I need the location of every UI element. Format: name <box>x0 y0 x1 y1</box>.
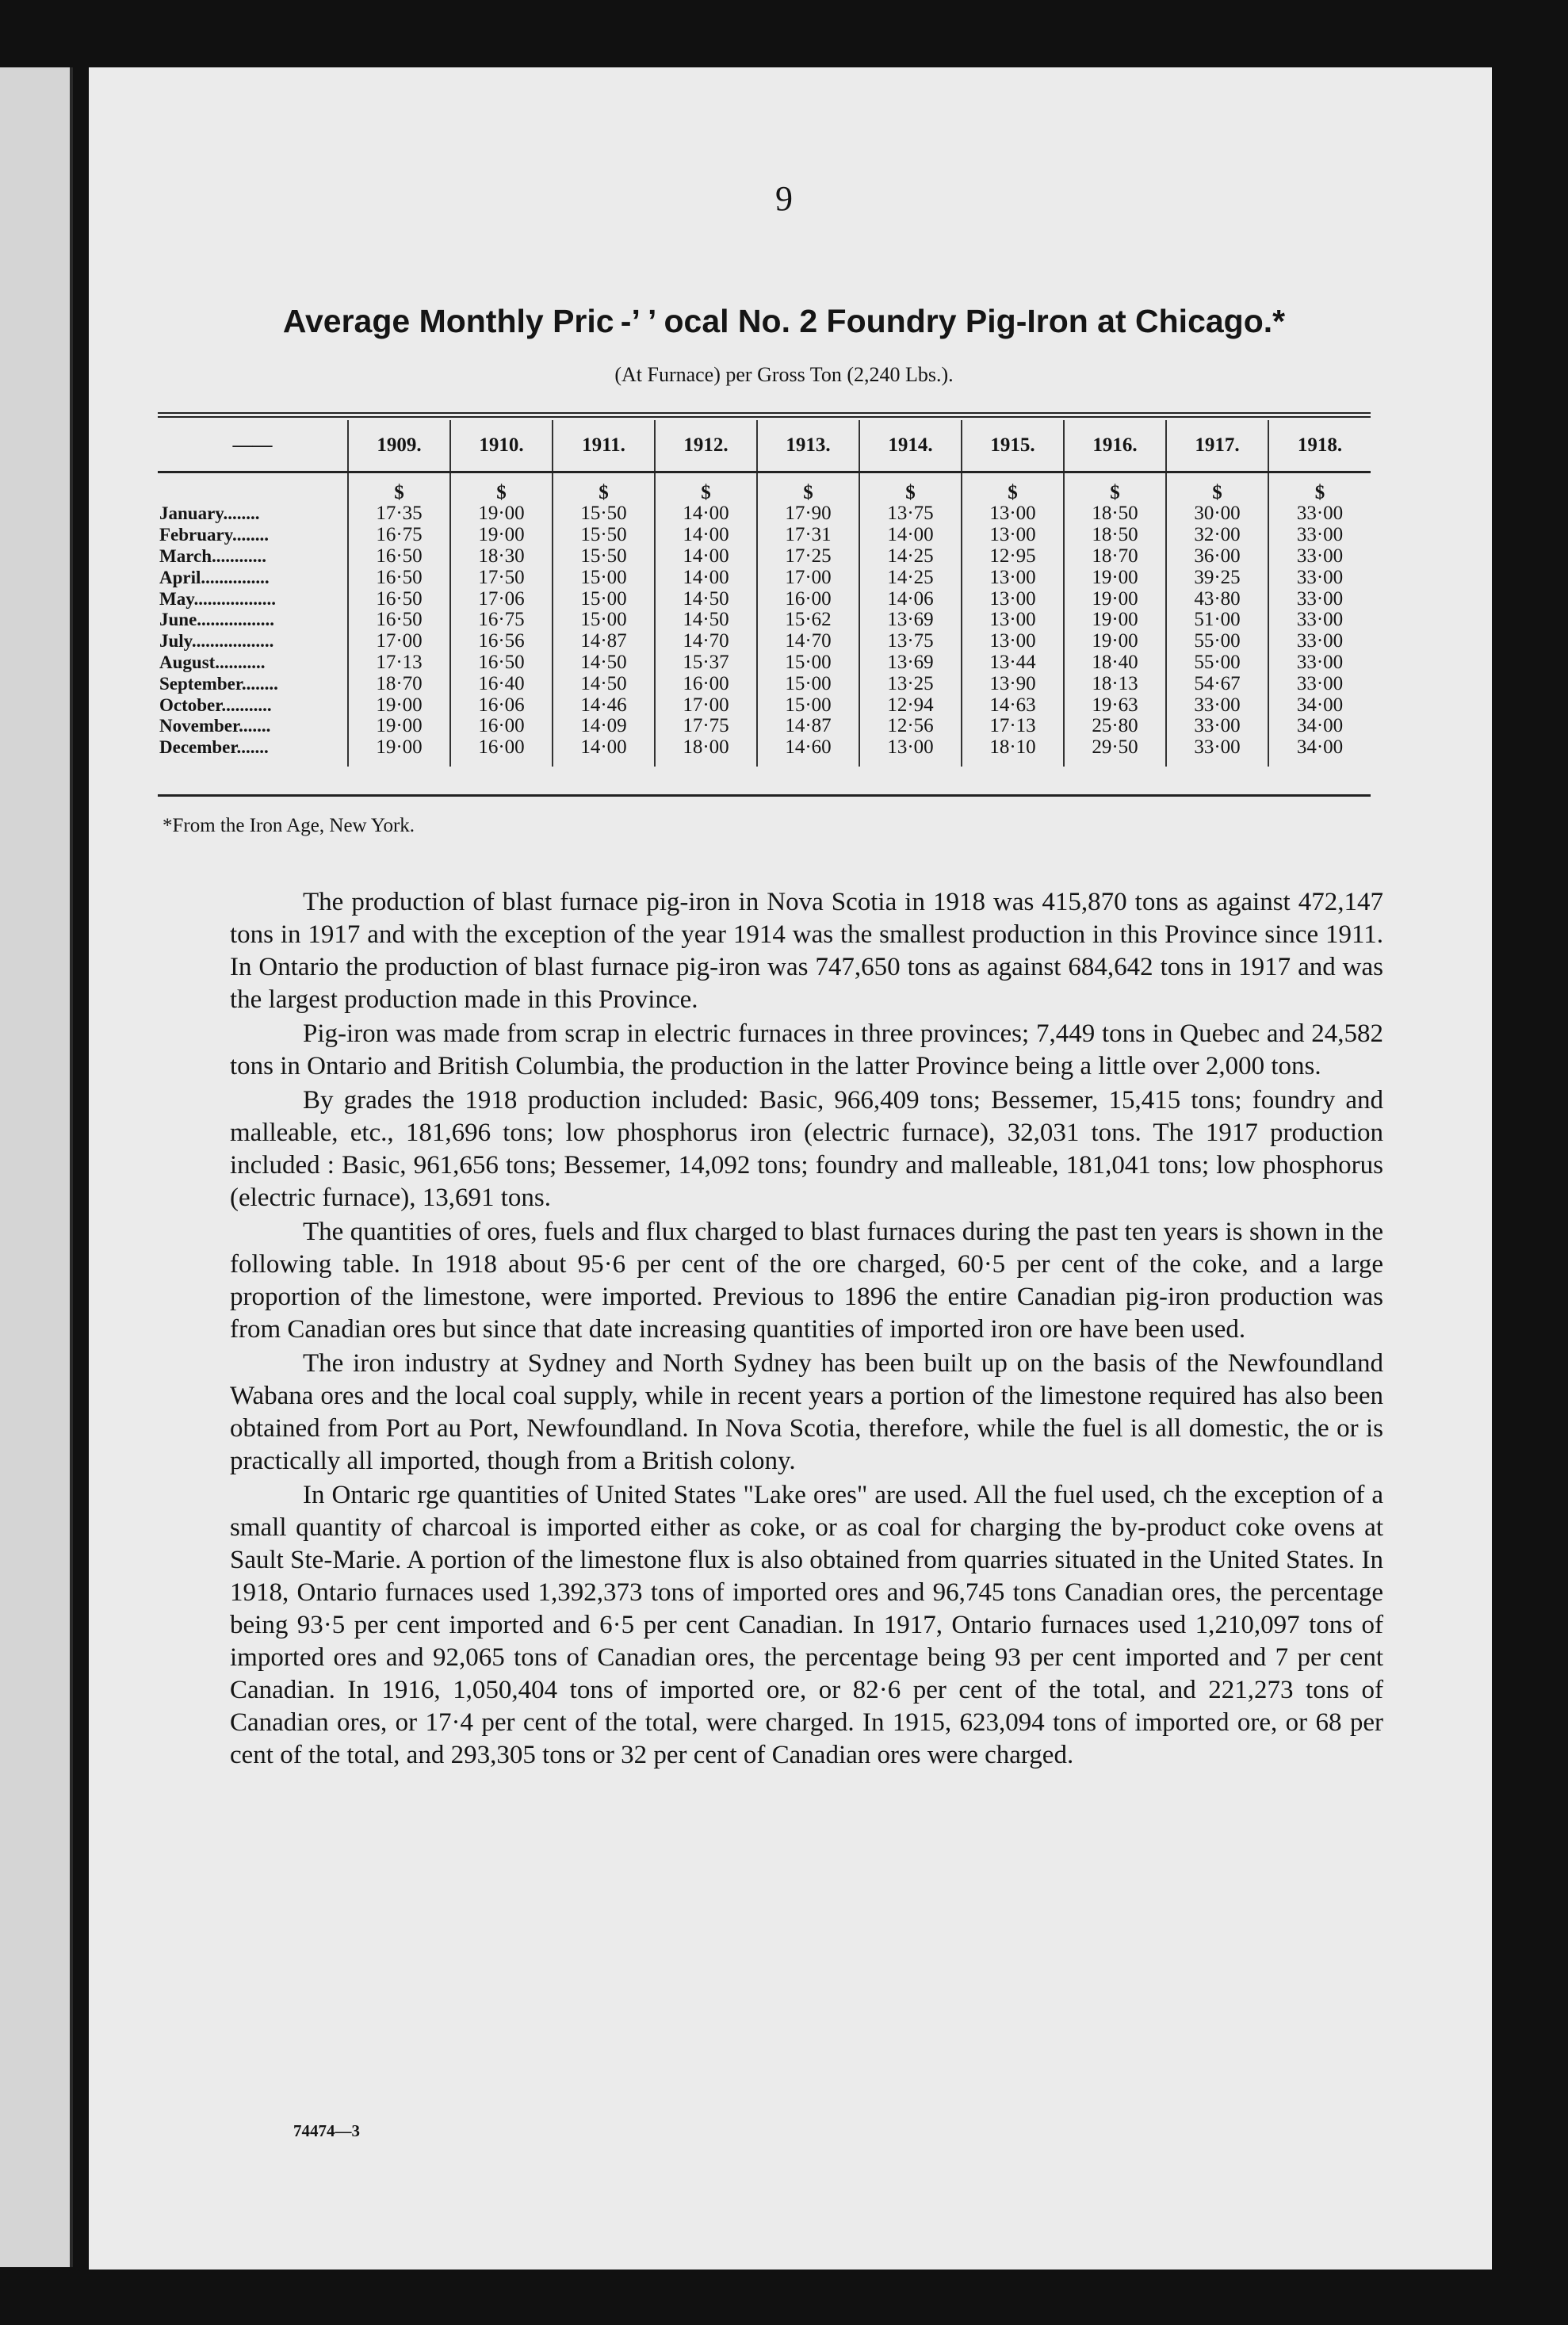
month-label: November....... <box>159 716 271 736</box>
price-cell: 18·50 <box>1064 525 1166 546</box>
price-cell: 30·00 <box>1166 503 1268 525</box>
unit-cell: $ <box>1166 472 1268 504</box>
price-cell: 16·00 <box>757 588 859 610</box>
unit-cell: $ <box>962 472 1064 504</box>
price-cell: 13·25 <box>859 673 962 694</box>
price-cell: 16·75 <box>348 525 450 546</box>
price-cell: 17·00 <box>348 631 450 652</box>
price-table <box>158 420 1371 767</box>
price-cell: 15·00 <box>757 652 859 674</box>
table-row <box>158 610 1371 631</box>
price-cell: 16·56 <box>450 631 553 652</box>
price-cell: 17·50 <box>450 567 553 588</box>
unit-cell: $ <box>348 472 450 504</box>
price-cell: 14·00 <box>553 737 655 767</box>
page-number: 9 <box>775 179 793 218</box>
price-cell: 55·00 <box>1166 652 1268 674</box>
price-cell: 19·00 <box>348 716 450 737</box>
price-cell: 17·13 <box>962 716 1064 737</box>
year-header: 1918. <box>1268 420 1371 472</box>
month-label: April............... <box>159 567 270 587</box>
price-cell: 55·00 <box>1166 631 1268 652</box>
price-cell: 17·90 <box>757 503 859 525</box>
bottom-rule <box>158 794 1371 797</box>
price-cell: 15·00 <box>553 610 655 631</box>
price-cell: 15·00 <box>757 673 859 694</box>
price-cell: 16·40 <box>450 673 553 694</box>
price-cell: 18·00 <box>655 737 757 767</box>
unit-cell: $ <box>450 472 553 504</box>
year-header: 1917. <box>1166 420 1268 472</box>
paragraph: The iron industry at Sydney and North Sydney has been built up on the basis of the Newfoundland Wabana ores and the local coal supply, while in recent years a portion of the limestone required has also been obtained from Port au Port, Newfoundland. In Nova Scotia, therefore, while the fuel is all domestic, the or is practically all imported, though from a British colony. <box>230 1349 1383 1475</box>
price-cell: 19·00 <box>348 737 450 767</box>
price-cell: 15·50 <box>553 503 655 525</box>
price-cell: 14·25 <box>859 546 962 568</box>
price-cell: 33·00 <box>1268 652 1371 674</box>
print-code: 74474—3 <box>293 2121 360 2140</box>
price-cell: 17·75 <box>655 716 757 737</box>
year-header: 1910. <box>450 420 553 472</box>
price-cell: 33·00 <box>1268 631 1371 652</box>
price-cell: 16·50 <box>348 546 450 568</box>
month-label: February........ <box>159 525 269 545</box>
price-cell: 16·50 <box>450 652 553 674</box>
year-header: 1911. <box>553 420 655 472</box>
price-cell: 33·00 <box>1268 673 1371 694</box>
price-cell: 13·90 <box>962 673 1064 694</box>
price-cell: 25·80 <box>1064 716 1166 737</box>
price-cell: 17·13 <box>348 652 450 674</box>
corner-cell: —— <box>158 420 348 472</box>
year-header: 1909. <box>348 420 450 472</box>
price-cell: 17·31 <box>757 525 859 546</box>
paragraph: The production of blast furnace pig-iron in Nova Scotia in 1918 was 415,870 tons as against 472,147 tons in 1917 and with the exception of the year 1914 was the smallest production in this Province since 1911. In Ontario the production of blast furnace pig-iron was 747,650 tons as against 684,642 tons in 1917 and was the largest production made in this Province. <box>230 888 1383 1014</box>
price-cell: 33·00 <box>1268 546 1371 568</box>
unit-row <box>158 472 1371 504</box>
price-cell: 33·00 <box>1268 567 1371 588</box>
price-cell: 15·00 <box>757 694 859 716</box>
unit-cell: $ <box>859 472 962 504</box>
price-cell: 15·50 <box>553 546 655 568</box>
price-cell: 13·00 <box>962 567 1064 588</box>
table-subtitle: (At Furnace) per Gross Ton (2,240 Lbs.). <box>614 363 954 386</box>
price-cell: 14·00 <box>655 546 757 568</box>
price-cell: 33·00 <box>1268 525 1371 546</box>
table-title: Average Monthly Pric -’ ’ ocal No. 2 Foundry Pig-Iron at Chicago.* <box>282 303 1286 339</box>
price-cell: 29·50 <box>1064 737 1166 767</box>
price-cell: 19·00 <box>450 525 553 546</box>
price-cell: 16·00 <box>655 673 757 694</box>
month-label: October........... <box>159 694 272 715</box>
year-header: 1915. <box>962 420 1064 472</box>
paragraph: Pig-iron was made from scrap in electric furnaces in three provinces; 7,449 tons in Quebec and 24,582 tons in Ontario and British Columbia, the production in the latter Province being a little over 2,000 tons. <box>230 1019 1383 1080</box>
price-cell: 19·00 <box>1064 610 1166 631</box>
price-cell: 18·10 <box>962 737 1064 767</box>
price-cell: 14·70 <box>757 631 859 652</box>
price-cell: 14·87 <box>553 631 655 652</box>
unit-cell: $ <box>553 472 655 504</box>
price-cell: 19·00 <box>1064 631 1166 652</box>
price-cell: 15·37 <box>655 652 757 674</box>
price-cell: 18·30 <box>450 546 553 568</box>
table-row <box>158 673 1371 694</box>
price-cell: 19·00 <box>450 503 553 525</box>
month-label: January........ <box>159 503 260 524</box>
price-cell: 17·00 <box>655 694 757 716</box>
price-cell: 33·00 <box>1166 737 1268 767</box>
month-label: December....... <box>159 737 269 758</box>
unit-cell: $ <box>655 472 757 504</box>
table-row <box>158 588 1371 610</box>
price-cell: 16·00 <box>450 716 553 737</box>
year-header-row <box>158 420 1371 472</box>
price-cell: 32·00 <box>1166 525 1268 546</box>
page-gutter <box>70 67 73 2267</box>
table-row <box>158 546 1371 568</box>
year-header: 1916. <box>1064 420 1166 472</box>
price-cell: 16·75 <box>450 610 553 631</box>
price-cell: 17·00 <box>757 567 859 588</box>
price-cell: 18·50 <box>1064 503 1166 525</box>
price-cell: 39·25 <box>1166 567 1268 588</box>
price-cell: 33·00 <box>1268 503 1371 525</box>
price-cell: 17·06 <box>450 588 553 610</box>
price-cell: 34·00 <box>1268 737 1371 767</box>
footnote <box>163 815 415 837</box>
price-cell: 14·00 <box>859 525 962 546</box>
year-header: 1914. <box>859 420 962 472</box>
price-cell: 34·00 <box>1268 716 1371 737</box>
unit-cell: $ <box>757 472 859 504</box>
price-cell: 14·00 <box>655 567 757 588</box>
price-cell: 13·00 <box>962 631 1064 652</box>
table-row <box>158 525 1371 546</box>
top-rule <box>158 412 1371 414</box>
unit-label-cell <box>158 472 348 504</box>
table-row <box>158 567 1371 588</box>
table-row <box>158 631 1371 652</box>
facing-page-edge <box>0 67 73 2267</box>
body-text <box>230 886 1383 1772</box>
month-label: March............ <box>159 545 267 566</box>
price-cell: 14·00 <box>655 525 757 546</box>
footnote-text: *From the Iron Age, New York. <box>163 815 415 836</box>
price-cell: 16·50 <box>348 588 450 610</box>
price-cell: 15·00 <box>553 567 655 588</box>
top-rule-double <box>158 416 1371 418</box>
price-cell: 18·13 <box>1064 673 1166 694</box>
price-cell: 18·70 <box>1064 546 1166 568</box>
month-label: May.................. <box>159 588 276 609</box>
price-cell: 16·06 <box>450 694 553 716</box>
year-header: 1912. <box>655 420 757 472</box>
price-cell: 15·00 <box>553 588 655 610</box>
table-row <box>158 503 1371 525</box>
month-label: July.................. <box>159 631 274 652</box>
price-cell: 19·00 <box>1064 588 1166 610</box>
year-header: 1913. <box>757 420 859 472</box>
price-cell: 13·75 <box>859 631 962 652</box>
price-cell: 33·00 <box>1166 716 1268 737</box>
price-cell: 14·46 <box>553 694 655 716</box>
price-cell: 18·70 <box>348 673 450 694</box>
price-cell: 33·00 <box>1268 588 1371 610</box>
month-label: June................. <box>159 610 275 630</box>
price-cell: 14·60 <box>757 737 859 767</box>
price-cell: 33·00 <box>1268 610 1371 631</box>
price-cell: 36·00 <box>1166 546 1268 568</box>
price-cell: 14·25 <box>859 567 962 588</box>
paragraph: The quantities of ores, fuels and flux charged to blast furnaces during the past ten years is shown in the following table. In 1918 about 95·6 per cent of the ore charged, 60·5 per cent of the coke, and a large proportion of the limestone, were imported. Previous to 1896 the entire Canadian pig-iron production was from Canadian ores but since that date increasing quantities of imported iron ore have been used. <box>230 1218 1383 1344</box>
table-row <box>158 737 1371 767</box>
price-cell: 15·50 <box>553 525 655 546</box>
table-row <box>158 716 1371 737</box>
price-cell: 12·56 <box>859 716 962 737</box>
price-cell: 14·00 <box>655 503 757 525</box>
price-cell: 18·40 <box>1064 652 1166 674</box>
price-cell: 13·00 <box>962 525 1064 546</box>
price-cell: 12·94 <box>859 694 962 716</box>
price-cell: 17·25 <box>757 546 859 568</box>
price-cell: 13·00 <box>859 737 962 767</box>
price-cell: 15·62 <box>757 610 859 631</box>
price-cell: 33·00 <box>1166 694 1268 716</box>
price-cell: 12·95 <box>962 546 1064 568</box>
price-cell: 14·50 <box>553 652 655 674</box>
price-cell: 54·67 <box>1166 673 1268 694</box>
price-table-body <box>158 472 1371 767</box>
price-cell: 51·00 <box>1166 610 1268 631</box>
price-cell: 14·50 <box>655 610 757 631</box>
price-cell: 13·00 <box>962 503 1064 525</box>
price-cell: 16·50 <box>348 567 450 588</box>
price-cell: 14·50 <box>655 588 757 610</box>
price-cell: 13·00 <box>962 588 1064 610</box>
paragraph: By grades the 1918 production included: Basic, 966,409 tons; Bessemer, 15,415 tons; foundry and malleable, etc., 181,696 tons; low phosphorus iron (electric furnace), 32,031 tons. The 1917 production included : Basic, 961,656 tons; Bessemer, 14,092 tons; foundry and malleable, 181,041 tons; low phosphorus (electric furnace), 13,691 tons. <box>230 1086 1383 1212</box>
price-cell: 34·00 <box>1268 694 1371 716</box>
unit-cell: $ <box>1268 472 1371 504</box>
price-cell: 14·87 <box>757 716 859 737</box>
price-cell: 14·50 <box>553 673 655 694</box>
table-row <box>158 694 1371 716</box>
month-label: September........ <box>159 673 278 694</box>
price-cell: 13·75 <box>859 503 962 525</box>
price-cell: 16·00 <box>450 737 553 767</box>
unit-cell: $ <box>1064 472 1166 504</box>
price-cell: 17·35 <box>348 503 450 525</box>
price-cell: 19·00 <box>1064 567 1166 588</box>
price-cell: 13·69 <box>859 610 962 631</box>
paragraph: In Ontaric rge quantities of United States "Lake ores" are used. All the fuel used, ch the exception of a small quantity of charcoal is imported either as coke, or as coal for charging the by-product coke ovens at Sault Ste-Marie. A portion of the limestone flux is also obtained from quarries situated in the United States. In 1918, Ontario furnaces used 1,392,373 tons of imported ores and 96,745 tons Canadian ores, the percentage being 93·5 per cent imported and 6·5 per cent Canadian. In 1917, Ontario furnaces used 1,210,097 tons of imported ores and 92,065 tons of Canadian ores, the percentage being 93 per cent imported and 7 per cent Canadian. In 1916, 1,050,404 tons of imported ore, or 82·6 per cent of the total, and 221,273 tons of Canadian ores, or 17·4 per cent of the total, were charged. In 1915, 623,094 tons of imported ore, or 68 per cent of the total, and 293,305 tons or 32 per cent of Canadian ores were charged. <box>230 1481 1383 1769</box>
price-cell: 14·09 <box>553 716 655 737</box>
price-cell: 13·44 <box>962 652 1064 674</box>
month-label: August........... <box>159 652 266 672</box>
price-cell: 14·63 <box>962 694 1064 716</box>
price-cell: 43·80 <box>1166 588 1268 610</box>
price-cell: 16·50 <box>348 610 450 631</box>
price-cell: 19·63 <box>1064 694 1166 716</box>
price-cell: 13·00 <box>962 610 1064 631</box>
price-cell: 13·69 <box>859 652 962 674</box>
table-row <box>158 652 1371 674</box>
price-cell: 19·00 <box>348 694 450 716</box>
price-cell: 14·06 <box>859 588 962 610</box>
price-cell: 14·70 <box>655 631 757 652</box>
